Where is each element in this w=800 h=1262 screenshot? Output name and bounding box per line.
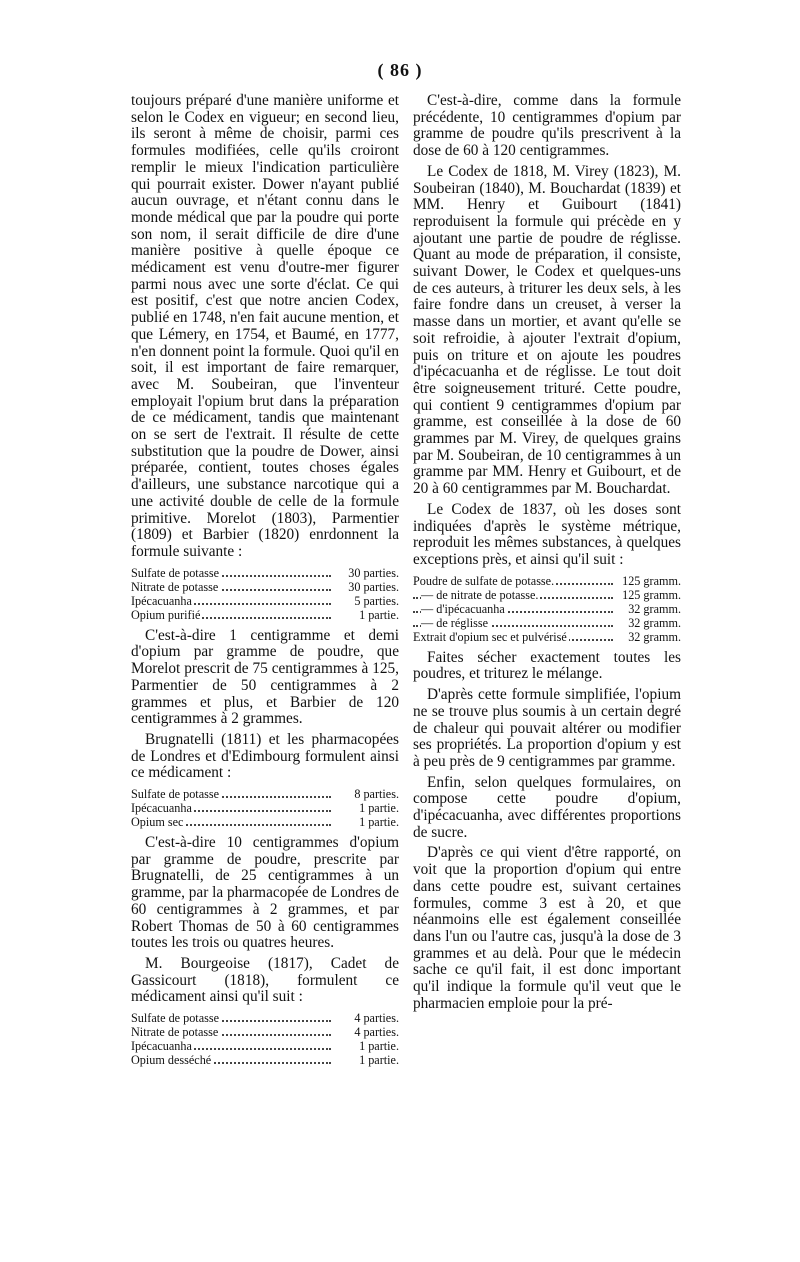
formula-row	[413, 602, 681, 616]
ingredient-name: Ipécacuanha	[131, 1039, 192, 1054]
ingredient-quantity: 5 parties.	[354, 593, 399, 608]
formula-row	[413, 616, 681, 630]
right-paragraph-5: D'après cette formule simplifiée, l'opium ne se trouve plus soumis à un certain degré de chaleur qui pouvait altérer ou modifier ses propriétés. La proportion d'opium y est à peu près de 9 centigrammes par gramme.	[413, 686, 681, 770]
formula-row	[131, 566, 399, 580]
ingredient-name: Ipécacuanha	[131, 801, 192, 816]
ingredient-quantity: 32 gramm.	[628, 629, 681, 644]
formula-table-bourgeoise	[131, 1011, 399, 1067]
ingredient-name: Sulfate de potasse	[131, 1011, 219, 1026]
ingredient-name: Poudre de sulfate de potasse.	[413, 573, 555, 588]
ingredient-quantity: 4 parties.	[354, 1011, 399, 1026]
ingredient-cell	[131, 608, 335, 622]
ingredient-name: Sulfate de potasse	[131, 565, 219, 580]
formula-row	[413, 588, 681, 602]
right-paragraph-1: C'est-à-dire, comme dans la formule précédente, 10 centigrammes d'opium par gramme de poudre qu'ils prescrivent à la dose de 60 à 120 centigrammes.	[413, 92, 681, 160]
formula-row	[413, 574, 681, 588]
page-number: ( 86 )	[377, 60, 423, 80]
ingredient-quantity: 125 gramm.	[622, 587, 681, 602]
ingredient-quantity: 8 parties.	[354, 787, 399, 802]
right-column	[413, 93, 681, 1016]
ingredient-quantity: 1 partie.	[359, 801, 399, 816]
ingredient-name: — d'ipécacuanha	[421, 601, 505, 616]
formula-row	[131, 580, 399, 594]
formula-row	[131, 801, 399, 815]
formula-row	[131, 815, 399, 829]
ingredient-name: Nitrate de potasse	[131, 1025, 219, 1040]
ingredient-cell	[413, 574, 617, 588]
ingredient-quantity: 30 parties.	[348, 565, 399, 580]
ingredient-cell	[131, 1011, 335, 1025]
ingredient-quantity: 32 gramm.	[628, 601, 681, 616]
formula-row	[131, 1011, 399, 1025]
ingredient-cell	[413, 630, 617, 644]
right-paragraph-3: Le Codex de 1837, où les doses sont indiquées d'après le système métrique, reproduit les mêmes substances, à quelques exceptions près, et ainsi qu'il suit :	[413, 500, 681, 568]
left-paragraph-4: C'est-à-dire 10 centigrammes d'opium par gramme de poudre, prescrite par Brugnatelli, de 25 centigrammes à un gramme, par la pharmacopée de Londres de 60 centigrammes à 2 grammes, et par Robert Thomas de 50 à 60 centigrammes toutes les trois ou quatres heures.	[131, 834, 399, 952]
ingredient-quantity: 30 parties.	[348, 579, 399, 594]
ingredient-cell	[413, 602, 617, 616]
ingredient-cell	[131, 815, 335, 829]
left-paragraph-5: M. Bourgeoise (1817), Cadet de Gassicourt (1818), formulent ce médicament ainsi qu'il suit :	[131, 954, 399, 1006]
ingredient-cell	[131, 787, 335, 801]
ingredient-name: Ipécacuanha	[131, 593, 192, 608]
right-paragraph-7: D'après ce qui vient d'être rapporté, on voit que la proportion d'opium qui entre dans cette poudre est, suivant certaines formules, comme 3 est à 20, et que néanmoins elle est également conseillée dans l'un ou l'autre cas, jusqu'à la dose de 3 grammes et au delà. Pour que le médecin sache ce qu'il fait, il est donc important qu'il indique la formule qu'il veut que le pharmacien emploie pour la pré-	[413, 844, 681, 1012]
formula-row	[131, 1039, 399, 1053]
ingredient-quantity: 32 gramm.	[628, 615, 681, 630]
ingredient-cell	[131, 1039, 335, 1053]
left-column	[131, 93, 399, 1073]
ingredient-quantity: 1 partie.	[359, 1039, 399, 1054]
left-paragraph-3: Brugnatelli (1811) et les pharmacopées de Londres et d'Edimbourg formulent ainsi ce médicament :	[131, 730, 399, 782]
ingredient-name: Nitrate de potasse	[131, 579, 219, 594]
formula-row	[131, 594, 399, 608]
ingredient-cell	[131, 580, 335, 594]
ingredient-cell	[131, 1053, 335, 1067]
ingredient-cell	[131, 1025, 335, 1039]
ingredient-name: Extrait d'opium sec et pulvérisé	[413, 629, 567, 644]
ingredient-quantity: 125 gramm.	[622, 573, 681, 588]
ingredient-name: Opium desséché	[131, 1053, 212, 1068]
formula-row	[131, 787, 399, 801]
ingredient-name: — de nitrate de potasse.	[421, 587, 539, 602]
ingredient-name: Opium sec	[131, 815, 184, 830]
ingredient-quantity: 1 partie.	[359, 1053, 399, 1068]
ingredient-cell	[413, 588, 617, 602]
right-paragraph-6: Enfin, selon quelques formulaires, on compose cette poudre d'opium, d'ipécacuanha, avec différentes proportions de sucre.	[413, 773, 681, 841]
left-paragraph-1: toujours préparé d'une manière uniforme et selon le Codex en vigueur; en second lieu, ils seront à même de choisir, parmi ces formules modifiées, celle qu'ils croiront remplir le mieux l'indication particulière qui pourrait exister. Dower n'ayant publié aucun ouvrage, et n'étant connu dans le monde médical que par la poudre qui porte son nom, il serait difficile de dire d'une manière positive à quelle époque ce médicament est venu d'outre-mer figurer parmi nous avec une sorte d'éclat. Ce qui est positif, c'est que notre ancien Codex, publié en 1748, n'en fait aucune mention, et que Lémery, en 1754, et Baumé, en 1777, n'en donnent point la formule. Quoi qu'il en soit, il est important de faire remarquer, avec M. Soubeiran, que l'inventeur employait l'opium brut dans la préparation de ce médicament, tandis que maintenant on se sert de l'extrait. Il résulte de cette substitution que la poudre de Dower, ainsi préparée, contient, toutes choses égales d'ailleurs, une substance narcotique qui a une activité double de celle de la formule primitive. Morelot (1803), Parmentier (1809) et Barbier (1820) enrdonnent la formule suivante :	[131, 92, 399, 560]
right-paragraph-4: Faites sécher exactement toutes les poudres, et triturez le mélange.	[413, 648, 681, 683]
ingredient-cell	[131, 801, 335, 815]
right-paragraph-2: Le Codex de 1818, M. Virey (1823), M. Soubeiran (1840), M. Bouchardat (1839) et MM. Henry et Guibourt (1841) reproduisent la formule qui précède en y ajoutant une partie de poudre de réglisse. Quant au mode de préparation, il consiste, suivant Dower, le Codex et quelques-uns de ces auteurs, à triturer les deux sels, à les faire fondre dans un creuset, à verser la masse dans un mortier, et avant qu'elle se soit refroidie, à ajouter l'extrait d'opium, puis on triture et on ajoute les poudres d'ipécacuanha et de réglisse. Le tout doit être soigneusement trituré. Cette poudre, qui contient 9 centigrammes d'opium par gramme, est conseillée à la dose de 60 grammes par M. Virey, de quelques grains par M. Soubeiran, de 10 centigrammes à un gramme par MM. Henry et Guibourt, et de 20 à 60 centigrammes par M. Bouchardat.	[413, 162, 681, 498]
ingredient-quantity: 1 partie.	[359, 815, 399, 830]
ingredient-quantity: 4 parties.	[354, 1025, 399, 1040]
formula-row	[413, 630, 681, 644]
ingredient-cell	[131, 566, 335, 580]
ingredient-name: Opium purifié	[131, 607, 201, 622]
ingredient-name: Sulfate de potasse	[131, 787, 219, 802]
left-paragraph-2: C'est-à-dire 1 centigramme et demi d'opium par gramme de poudre, que Morelot prescrit de 75 centigrammes à 125, Parmentier de 50 centigrammes à 2 grammes et plus, et Barbier de 120 centigrammes à 2 grammes.	[131, 626, 399, 728]
formula-table-brugnatelli	[131, 787, 399, 829]
formula-row	[131, 608, 399, 622]
formula-table-morelot	[131, 566, 399, 622]
ingredient-cell	[413, 616, 617, 630]
formula-table-codex-1837	[413, 574, 681, 644]
formula-row	[131, 1025, 399, 1039]
formula-row	[131, 1053, 399, 1067]
ingredient-name: — de réglisse	[421, 615, 489, 630]
ingredient-cell	[131, 594, 335, 608]
ingredient-quantity: 1 partie.	[359, 607, 399, 622]
